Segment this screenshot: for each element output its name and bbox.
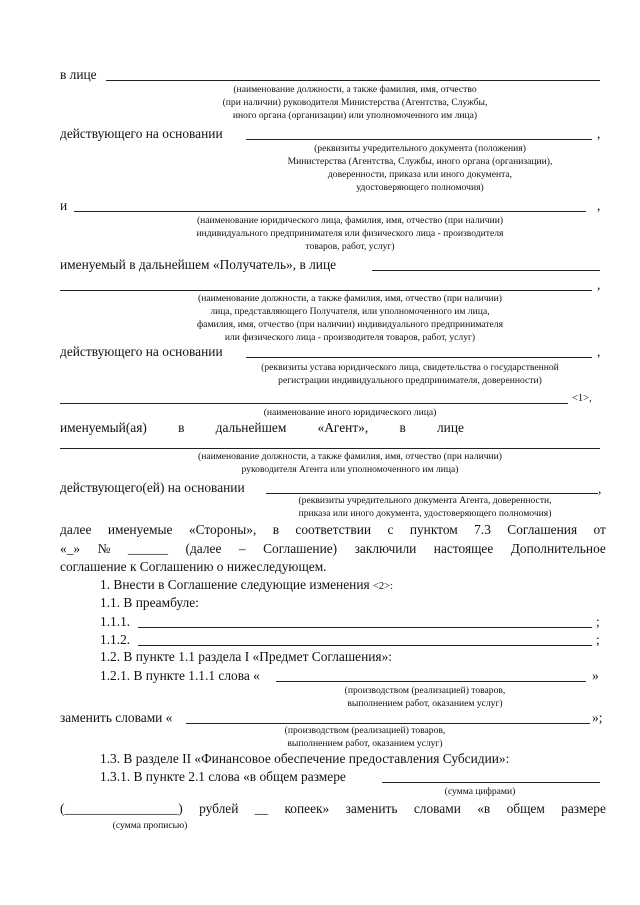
other-entity-field[interactable]	[60, 403, 568, 404]
date-word: №	[97, 541, 111, 556]
recipient-label: именуемый в дальнейшем «Получатель», в лице	[60, 257, 337, 272]
date-word: Дополнительное	[510, 541, 606, 556]
charter-field[interactable]	[246, 139, 592, 140]
comma: ,	[597, 277, 601, 292]
parties-word: «Стороны»,	[188, 522, 257, 537]
in-person-label: в лице	[60, 67, 97, 82]
parties-word: 7.3	[474, 522, 491, 537]
sum-words-field[interactable]: (_________________)	[60, 801, 183, 816]
parties-word: от	[593, 522, 606, 537]
recipient-rep-field-2[interactable]	[60, 290, 592, 291]
agent-head-field[interactable]	[60, 448, 600, 449]
parties-word: соответствии	[295, 522, 372, 537]
item-1-1: 1.1. В преамбуле:	[100, 595, 199, 610]
note-recipient-entity-3: товаров, работ, услуг)	[305, 241, 395, 252]
and-label: и	[60, 198, 68, 213]
item-1-2-1: 1.2.1. В пункте 1.1.1 слова «	[100, 668, 260, 683]
note-recipient-rep-1: (наименование должности, а также фамилия, имя, отчество (при наличии)	[198, 293, 502, 304]
note-recipient-rep-3: фамилия, имя, отчество (при наличии) индивидуального предпринимателя	[196, 319, 504, 330]
head-name-field[interactable]	[106, 80, 600, 81]
last-word: размере	[561, 801, 606, 816]
replace-with-field[interactable]	[186, 723, 590, 724]
date-word: «_»	[60, 541, 81, 556]
agent-word: в	[178, 420, 185, 435]
agent-word: лице	[436, 420, 464, 435]
recipient-entity-field[interactable]	[74, 211, 586, 212]
agent-word: дальнейшем	[215, 420, 287, 435]
note-head-2: (при наличии) руководителя Министерства (Агентства, Службы,	[222, 97, 488, 108]
item-1-1-2: 1.1.2.	[100, 632, 131, 647]
item-1-3: 1.3. В разделе II «Финансовое обеспечение предоставления Субсидии»:	[100, 751, 510, 766]
agreement-line: соглашение к Соглашению о нижеследующем.	[60, 559, 327, 574]
last-word: словами	[413, 801, 461, 816]
note-agent-docs-1: (реквизиты учредительного документа Агента, доверенности,	[298, 495, 552, 506]
note-recipient-rep-4: или физического лица - производителя товаров, работ, услуг)	[224, 332, 476, 343]
date-word: (далее	[185, 541, 222, 556]
item-1-2-1-field[interactable]	[276, 681, 586, 682]
note-head-3: иного органа (организации) или уполномоченного им лица)	[232, 110, 478, 121]
item-1	[100, 577, 393, 595]
footnote-1: <1>,	[572, 393, 592, 404]
note-recipient-rep-2: лица, представляющего Получателя, или уполномоченного им лица,	[210, 306, 490, 317]
semicolon: ;	[596, 614, 600, 629]
agent-word: именуемый(ая)	[60, 420, 147, 435]
last-line	[60, 801, 606, 817]
comma: ,	[598, 481, 602, 496]
note-other-entity: (наименование иного юридического лица)	[263, 407, 437, 418]
note-production-2b: выполнением работ, оказанием услуг)	[287, 738, 443, 749]
note-recipient-docs-1: (реквизиты устава юридического лица, свидетельства о государственной	[261, 362, 559, 373]
date-word: Соглашение)	[263, 541, 338, 556]
kopecks-field[interactable]: __	[254, 801, 269, 816]
parties-word: Соглашения	[507, 522, 578, 537]
note-production-1a: (производством (реализацией) товаров,	[344, 685, 506, 696]
acting-basis-label: действующего на основании	[60, 126, 223, 141]
note-charter-3: доверенности, приказа или иного документа,	[327, 169, 513, 180]
parties-word: далее	[60, 522, 92, 537]
comma: ,	[597, 126, 601, 141]
agent-line	[60, 420, 464, 436]
parties-line	[60, 522, 606, 538]
parties-word: с	[387, 522, 394, 537]
acting-basis-label-2: действующего на основании	[60, 344, 223, 359]
note-charter-1: (реквизиты учредительного документа (положения)	[314, 143, 526, 154]
item-1-3-1: 1.3.1. В пункте 2.1 слова «в общем размере	[100, 769, 346, 784]
item-1-1-1-field[interactable]	[138, 627, 592, 628]
note-charter-2: Министерства (Агентства, Службы, иного органа (организации),	[287, 156, 553, 167]
note-recipient-entity-1: (наименование юридического лица, фамилия, имя, отчество (при наличии)	[196, 215, 504, 226]
agent-word: «Агент»,	[317, 420, 369, 435]
agent-basis-label: действующего(ей) на основании	[60, 480, 245, 495]
item-1-text: 1. Внести в Соглашение следующие изменения	[100, 577, 370, 592]
recipient-rep-field-1[interactable]	[372, 270, 600, 271]
item-1-2: 1.2. В пункте 1.1 раздела I «Предмет Соглашения»:	[100, 649, 393, 664]
last-word: «в	[477, 801, 491, 816]
last-word: копеек»	[284, 801, 330, 816]
parties-word: именуемые	[107, 522, 173, 537]
comma: ,	[597, 344, 601, 359]
date-word: настоящее	[433, 541, 494, 556]
date-line	[60, 541, 606, 557]
note-production-1b: выполнением работ, оказанием услуг)	[347, 698, 503, 709]
semicolon: ;	[596, 632, 600, 647]
note-sum-words: (сумма прописью)	[112, 820, 188, 831]
parties-word: пунктом	[409, 522, 458, 537]
last-word: заменить	[345, 801, 398, 816]
close-quote: »	[592, 668, 599, 683]
note-recipient-docs-2: регистрации индивидуального предпринимателя, доверенности)	[278, 375, 542, 386]
item-1-ref: <2>:	[373, 581, 394, 592]
date-word: –	[238, 541, 246, 556]
item-1-1-2-field[interactable]	[138, 645, 592, 646]
close-quote-semi: »;	[592, 710, 603, 725]
note-agent-docs-2: приказа или иного документа, удостоверяющего полномочия)	[298, 508, 552, 519]
note-production-2a: (производством (реализацией) товаров,	[284, 725, 446, 736]
replace-with: заменить словами «	[60, 710, 173, 725]
last-word: общем	[506, 801, 545, 816]
item-1-1-1: 1.1.1.	[100, 614, 131, 629]
note-sum-digits: (сумма цифрами)	[444, 786, 516, 797]
sum-digits-field[interactable]	[382, 782, 600, 783]
date-word: ______	[127, 541, 169, 556]
last-word: рублей	[199, 801, 239, 816]
agent-word: в	[399, 420, 406, 435]
note-agent-head-2: руководителя Агента или уполномоченного им лица)	[241, 464, 459, 475]
recipient-docs-field[interactable]	[246, 357, 592, 358]
date-word: заключили	[354, 541, 417, 556]
agent-docs-field[interactable]	[266, 493, 598, 494]
note-agent-head-1: (наименование должности, а также фамилия, имя, отчество (при наличии)	[198, 451, 502, 462]
note-recipient-entity-2: индивидуального предпринимателя или физического лица - производителя	[196, 228, 504, 239]
parties-word: в	[272, 522, 280, 537]
note-charter-4: удостоверяющего полномочия)	[356, 182, 484, 193]
note-head-1: (наименование должности, а также фамилия, имя, отчество	[233, 84, 477, 95]
comma: ,	[597, 198, 601, 213]
